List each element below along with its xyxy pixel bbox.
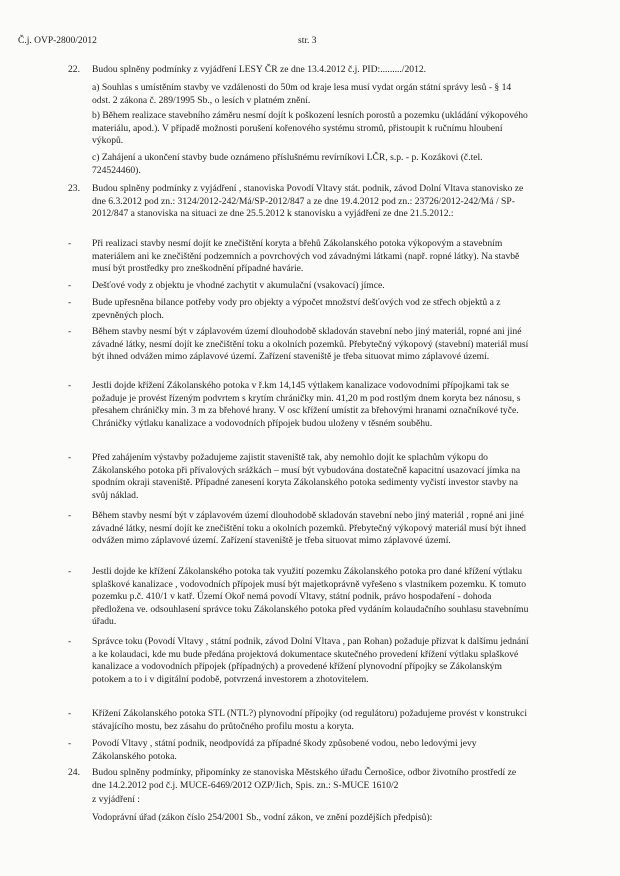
item-23-bullet: Bude upřesněna bilance potřeby vody pro objekty a výpočet množství dešťových vod ze střech objektů a z zpevněných ploch. <box>92 297 501 321</box>
bullet-dash: - <box>68 238 72 249</box>
item-23-bullet: Během stavby nesmí být v záplavovém území dlouhodobě skladován stavební nebo jiný materiál, ropné ani jiné závadné látky, nesmí dojít ke znečištění toku a okolních pozemků. Přebytečný výkopový (stavební) materiál musí být ihned odvážen mimo záplavové území. Zařízení staveniště je třeba situovat mimo záplavové území. <box>92 326 529 363</box>
item-22-b: b) Během realizace stavebního záměru nesmí dojít k poškození lesních porostů a pozemku (ukládání výkopového materiálu, apod.). V případě možnosti porušení kořenového systému stromů, přistoupit k ručnímu hloubení výkopů. <box>92 110 528 147</box>
bullet-dash: - <box>68 738 72 749</box>
item-23-bullet: Při realizaci stavby nesmí dojít ke znečištění koryta a břehů Zákolanského potoka výkopovým a stavebním materiálem ani ke znečištění podzemních a povrchových vod závadnými látkami (např. ropné látky). Na stavbě musí být prostředky pro zneškodnění případné havárie. <box>92 238 520 275</box>
item-23-bullet: Povodí Vltavy , státní podnik, neodpovídá za případné škody způsobené vodou, nebo ledovými jevy Zákolanského potoka. <box>92 738 477 762</box>
item-24-intro-continued: z vyjádření : <box>92 794 140 805</box>
bullet-dash: - <box>68 452 72 463</box>
item-23-bullet: Dešťové vody z objektu je vhodné zachytit v akumulační (vsakovací) jímce. <box>92 280 385 291</box>
reference-number: Č.j. OVP-2800/2012 <box>18 36 97 46</box>
bullet-dash: - <box>68 380 72 391</box>
item-23-bullet: Správce toku (Povodí Vltavy , státní podnik, závod Dolní Vltava , pan Rohan) požaduje přizvat k dalšímu jednání a ke kolaudaci, kde mu bude předána projektová dokumentace skutečného provedení křížení výtlaku splaškové kanalizace a vodovodních přípojek (případných) a provedené křížení plynovodní přípojky se Zákolanským potokem a to i v digitální podobě, potvrzená investorem a zhotovitelem. <box>92 636 529 685</box>
page-number: str. 3 <box>298 36 317 46</box>
bullet-dash: - <box>68 566 72 577</box>
item-23-bullet: Jestli dojde ke křížení Zákolanského potoka tak využití pozemku Zákolanského potoka pro dané křížení výtlaku splaškové kanalizace , vodovodních přípojek musí být majetkoprávně vyřešeno s vlastníkem pozemku. K tomuto pozemku p.č. 410/1 v katř. Území Okoř nemá povodí Vltavy, státní podnik, právo hospodaření - dohoda předložena ve. odsouhlasení správce toku Zákolanského potoka před vydáním kolaudačního souhlasu stavebnímu úřadu. <box>92 566 529 628</box>
bullet-dash: - <box>68 510 72 521</box>
item-23-bullet: Křížení Zákolanského potoka STL (NTL?) plynovodní přípojky (od regulátoru) požadujeme provést v konstrukci stávajícího mostu, bez zásahu do průtočného profilu mostu a koryta. <box>92 708 527 732</box>
item-23-number: 23. <box>68 183 80 194</box>
item-22-a: a) Souhlas s umístěním stavby ve vzdálenosti do 50m od kraje lesa musí vydat orgán státní správy lesů - § 14 odst. 2 zákona č. 289/1995 Sb., o lesích v platném znění. <box>92 82 512 106</box>
item-24-number: 24. <box>68 767 80 778</box>
item-23-bullet: Před zahájením výstavby požadujeme zajistit staveniště tak, aby nemohlo dojít ke splachům výkopu do Zákolanského potoka při přívalových srážkách – musí být vybudována dostatečně kapacitní usazovací jímka na spodním okraji staveniště. Případné zanesení koryta Zákolanského potoka sedimenty vyčistí investor stavby na svůj náklad. <box>92 452 521 501</box>
bullet-dash: - <box>68 326 72 337</box>
item-22-intro: Budou splněny podmínky z vyjádření LESY ČR ze dne 13.4.2012 č.j. PID:........./2012. <box>92 64 427 75</box>
item-23-bullet: Během stavby nesmí být v záplavovém území dlouhodobě skladován stavební nebo jiný materiál , ropné ani jiné závadné látky, nesmí dojít ke znečištění toku a okolních pozemků. Přebytečný výkopový materiál musí být ihned odvážen mimo záplavové území. Zařízení staveniště je třeba situovat mimo záplavové území. <box>92 510 526 547</box>
bullet-dash: - <box>68 636 72 647</box>
bullet-dash: - <box>68 708 72 719</box>
item-23-intro: Budou splněny podmínky z vyjádření , stanoviska Povodí Vltavy stát. podnik, závod Dolní Vltava stanovisko ze dne 6.3.2012 pod zn.: 3124/2012-242/Má/SP-2012/847 a ze dne 19.4.2012 pod zn.: 23726/2012-242/Má / SP-2012/847 a stanoviska na situaci ze dne 25.5.2012 k stanovisku a vyjádření ze dne 21.5.2012.: <box>92 183 524 220</box>
item-24-subheading: Vodoprávní úřad (zákon číslo 254/2001 Sb., vodní zákon, ve znění pozdějších předpisů): <box>92 812 433 823</box>
item-22-number: 22. <box>68 64 80 75</box>
item-24-intro: Budou splněny podmínky, připomínky ze stanoviska Městského úřadu Černošice, odbor životního prostředí ze dne 14.2.2012 pod č.j. MUCE-6469/2012 OZP/Jich, Spis. zn.: S-MUCE 1610/2 <box>92 767 517 791</box>
bullet-dash: - <box>68 297 72 308</box>
item-22-c: c) Zahájení a ukončení stavby bude oznámeno příslušnému revírníkovi LČR, s.p. - p. Kozákovi (č.tel. 724524460). <box>92 152 483 176</box>
bullet-dash: - <box>68 280 72 291</box>
item-23-bullet: Jestli dojde křížení Zákolanského potoka v ř.km 14,145 výtlakem kanalizace vodovodními přípojkami tak se požaduje je provést řízeným podvrtem s krytím chráničky min. 41,20 m pod rostlým dnem koryta bez nánosu, s přesahem chráničky min. 3 m za břehové hrany. V osc křížení umístit za břehovými hranami označníkové tyče. Chráničky výtlaku kanalizace a vodovodních přípojek budou uloženy v těsném souběhu. <box>92 380 521 429</box>
